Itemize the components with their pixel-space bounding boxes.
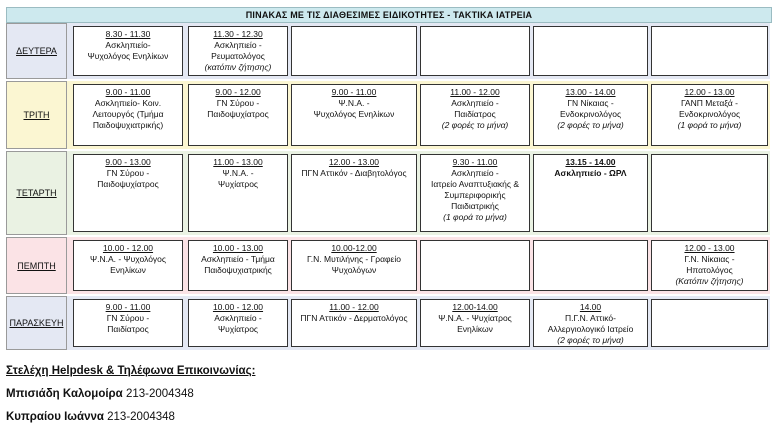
- slot-text: Αλλεργιολογικό Ιατρείο: [547, 324, 634, 334]
- slot-text: Ασκληπιείο- Κοιν.: [94, 98, 162, 108]
- slot-note: (κατόπιν ζήτησης): [204, 62, 272, 72]
- schedule-slot: [651, 240, 768, 291]
- schedule-slot: [291, 240, 417, 291]
- slot-text: Συμπεριφορικής: [444, 190, 506, 200]
- slot-time: 9.00 - 12.00: [215, 87, 261, 97]
- contact-name: Κυπραίου Ιωάννα: [6, 411, 104, 423]
- slot-time: 10.00 - 13.00: [212, 243, 264, 253]
- day-label: ΤΡΙΤΗ: [6, 81, 67, 149]
- slot-time: 12.00 - 13.00: [684, 243, 735, 253]
- slot-time: 9.00 - 13.00: [105, 157, 151, 167]
- helpdesk-heading: Στελέχη Helpdesk & Τηλέφωνα Επικοινωνίας:: [6, 365, 256, 377]
- slot-text: Ασκληπιείο - ΩΡΛ: [554, 168, 627, 178]
- slot-text: Παιδίατρος: [107, 324, 149, 334]
- contact-row-1: [6, 388, 194, 400]
- schedule-slot: [420, 26, 530, 76]
- slot-text: Ενηλίκων: [110, 265, 146, 275]
- slot-time: 11.00 - 13.00: [213, 157, 263, 167]
- schedule-slot: [651, 154, 768, 232]
- slot-text: Παιδίατρος: [454, 109, 496, 119]
- slot-text: Ασκληπιείο -: [451, 98, 499, 108]
- slot-note: (Κατόπιν ζήτησης): [675, 276, 744, 286]
- day-row: [6, 151, 770, 235]
- schedule-slot: [420, 84, 530, 146]
- slot-text: ΓΝ Σύρου -: [106, 168, 150, 178]
- contact-phone: 213-2004348: [107, 411, 175, 423]
- slot-text: Ψ.Ν.Α. - Ψυχολόγος: [89, 254, 167, 264]
- slot-time: 12.00-14.00: [452, 302, 498, 312]
- slot-time: 13.15 - 14.00: [565, 157, 616, 167]
- slot-text: Ενδοκρινολόγος: [678, 109, 741, 119]
- slot-text: Ψυχίατρος: [217, 179, 259, 189]
- slot-text: Παιδοψυχίατρος: [207, 109, 269, 119]
- slot-text: Π.Γ.Ν. Αττικό-: [565, 313, 616, 323]
- day-label: ΤΕΤΑΡΤΗ: [6, 151, 67, 235]
- table-title: ΠΙΝΑΚΑΣ ΜΕ ΤΙΣ ΔΙΑΘΕΣΙΜΕΣ ΕΙΔΙΚΟΤΗΤΕΣ - ΤΑΚΤΙΚΑ ΙΑΤΡΕΙΑ: [6, 7, 772, 23]
- slot-text: Ιατρείο Αναπτυξιακής &: [430, 179, 520, 189]
- day-row: [6, 23, 770, 79]
- schedule-slot: [291, 26, 417, 76]
- schedule-slot: [533, 26, 648, 76]
- slot-time: 10.00 - 12.00: [102, 243, 154, 253]
- schedule-slot: [420, 299, 530, 347]
- schedule-slot: [291, 154, 417, 232]
- slot-time: 9.30 - 11.00: [452, 157, 498, 167]
- slot-text: ΓΝ Νίκαιας -: [567, 98, 614, 108]
- schedule-slot: [188, 84, 288, 146]
- schedule-slot: [188, 154, 288, 232]
- slot-time: 8.30 - 11.30: [105, 29, 151, 39]
- slot-text: Ψυχολόγων: [331, 265, 377, 275]
- slot-text: Ενδοκρινολόγος: [559, 109, 622, 119]
- schedule-slot: [73, 154, 183, 232]
- day-row: [6, 81, 770, 149]
- slot-time: 12.00 - 13.00: [328, 157, 380, 167]
- slot-text: Γ.Ν. Μυτιλήνης - Γραφείο: [307, 254, 401, 264]
- slot-note: (1 φορά το μήνα): [443, 212, 507, 222]
- slot-text: Ασκληπιείο -: [451, 168, 499, 178]
- schedule-slot: [291, 84, 417, 146]
- schedule-slot: [651, 84, 768, 146]
- schedule-slot: [420, 240, 530, 291]
- slot-text: Ψυχολόγος Ενηλίκων: [87, 51, 169, 61]
- day-row: [6, 237, 770, 294]
- slot-text: Ασκληπιείο -: [214, 313, 262, 323]
- slot-text: Γ.Ν. Νίκαιας -: [684, 254, 735, 264]
- slot-text: Λειτουργός (Τμήμα: [92, 109, 164, 119]
- slot-text: Ηπατολόγος: [686, 265, 733, 275]
- slot-text: Ψ.Ν.Α. -: [338, 98, 370, 108]
- schedule-slot: [73, 26, 183, 76]
- slot-text: ΓΝ Σύρου -: [106, 313, 150, 323]
- slot-text: Ψυχίατρος: [217, 324, 259, 334]
- schedule-slot: [188, 299, 288, 347]
- slot-text: ΓΝ Σύρου -: [216, 98, 260, 108]
- schedule-slot: [651, 26, 768, 76]
- slot-time: 11.00 - 12.00: [450, 87, 500, 97]
- slot-text: Παιδοψυχιατρικής: [204, 265, 272, 275]
- slot-time: 11.00 - 12.00: [329, 302, 379, 312]
- slot-time: 10.00-12.00: [331, 243, 377, 253]
- slot-note: (2 φορές το μήνα): [557, 335, 624, 345]
- slot-text: Ψ.Ν.Α. - Ψυχίατρος: [438, 313, 512, 323]
- day-row: [6, 296, 770, 350]
- contact-phone: 213-2004348: [125, 388, 194, 400]
- schedule-slot: [73, 299, 183, 347]
- slot-text: Παιδοψυχίατρος: [97, 179, 159, 189]
- slot-text: ΠΓΝ Αττικόν - Δερματολόγος: [300, 313, 408, 323]
- day-label: ΠΑΡΑΣΚΕΥΗ: [6, 296, 67, 350]
- schedule-slot: [73, 84, 183, 146]
- day-label: ΠΕΜΠΤΗ: [6, 237, 67, 294]
- slot-note: (2 φορές το μήνα): [441, 120, 509, 130]
- slot-time: 9.00 - 11.00: [105, 302, 151, 312]
- schedule-slot: [533, 299, 648, 347]
- slot-time: 11.30 - 12.30: [213, 29, 263, 39]
- schedule-slot: [651, 299, 768, 347]
- schedule-slot: [533, 154, 648, 232]
- slot-time: 13.00 - 14.00: [565, 87, 616, 97]
- slot-text: ΠΓΝ Αττικόν - Διαβητολόγος: [301, 168, 407, 178]
- contact-name: Μπισιάδη Καλομοίρα: [6, 388, 123, 400]
- slot-note: (2 φορές το μήνα): [557, 120, 624, 130]
- day-label: ΔΕΥΤΕΡΑ: [6, 23, 67, 79]
- slot-text: Ασκληπιείο - Τμήμα: [201, 254, 275, 264]
- schedule-slot: [291, 299, 417, 347]
- slot-text: Ασκληπιείο-: [105, 40, 151, 50]
- slot-text: Ενηλίκων: [457, 324, 493, 334]
- schedule-slot: [533, 240, 648, 291]
- slot-time: 14.00: [579, 302, 602, 312]
- slot-text: ΓΑΝΠ Μεταξά -: [681, 98, 738, 108]
- slot-time: 12.00 - 13.00: [684, 87, 735, 97]
- slot-time: 9.00 - 11.00: [331, 87, 377, 97]
- slot-text: Ψ.Ν.Α. -: [222, 168, 254, 178]
- slot-text: Ψυχολόγος Ενηλίκων: [313, 109, 395, 119]
- slot-text: Ρευματολόγος: [211, 51, 265, 61]
- contact-row-2: [6, 411, 175, 423]
- schedule-slot: [533, 84, 648, 146]
- schedule-slot: [188, 240, 288, 291]
- slot-text: Παιδιατρικής: [451, 201, 499, 211]
- slot-text: Παιδοψυχιατρικής): [92, 120, 164, 130]
- schedule-slot: [188, 26, 288, 76]
- schedule-slot: [420, 154, 530, 232]
- slot-time: 9.00 - 11.00: [105, 87, 151, 97]
- slot-text: Ασκληπιείο -: [214, 40, 262, 50]
- schedule-slot: [73, 240, 183, 291]
- slot-note: (1 φορά το μήνα): [677, 120, 742, 130]
- slot-time: 10.00 - 12.00: [212, 302, 264, 312]
